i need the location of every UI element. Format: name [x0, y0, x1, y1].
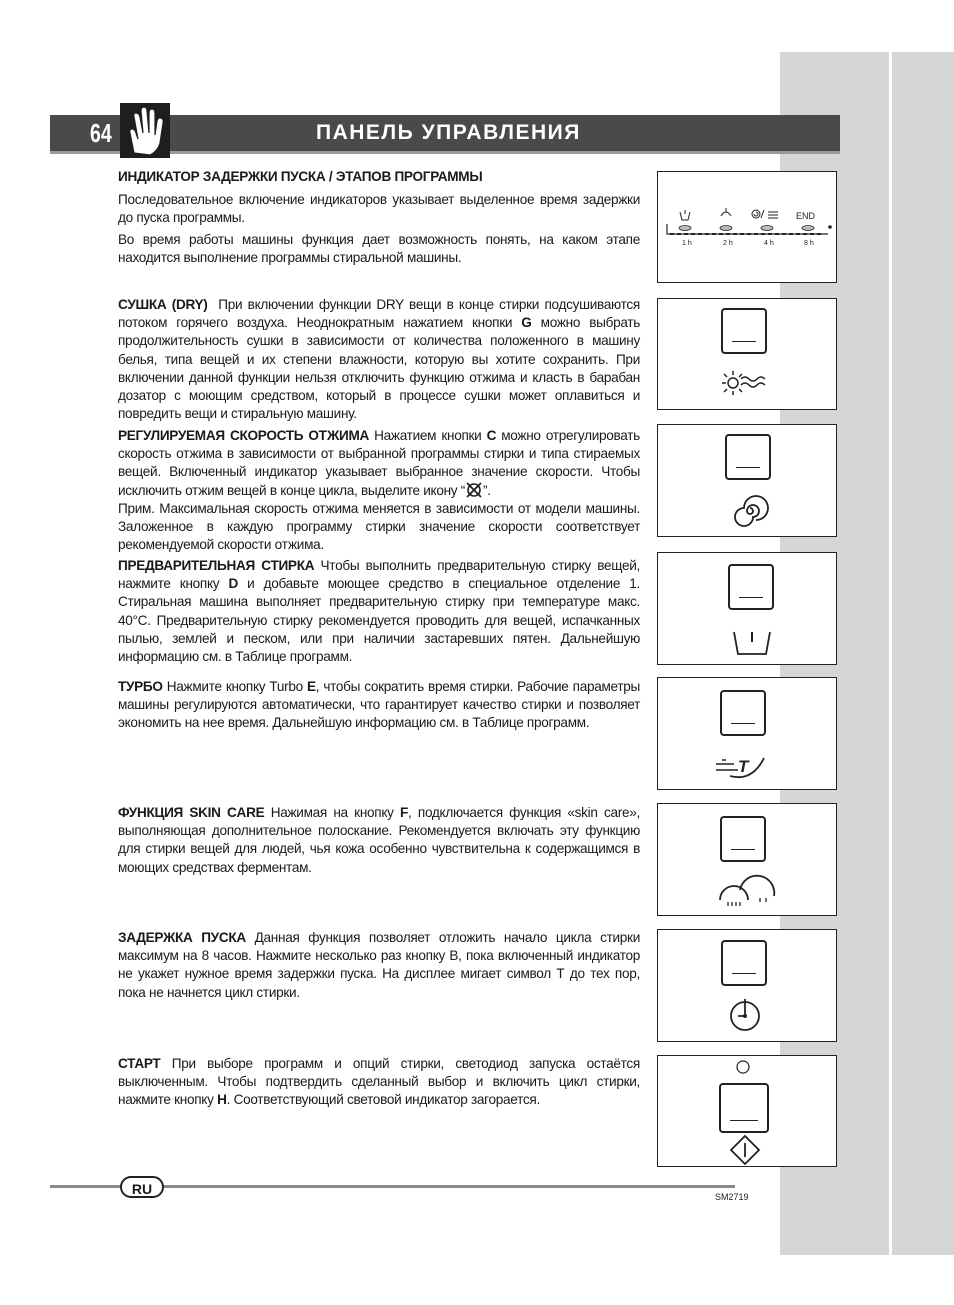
- language-badge: RU: [120, 1176, 164, 1198]
- start-title: СТАРТ: [118, 1056, 161, 1071]
- section-skincare: [118, 804, 640, 877]
- led-1: [679, 226, 691, 231]
- skincare-text-b: , подключается функция «skin care», выполняющая дополнительное полоскание. Рекомендуется включать эту функцию для стирки вещей для людей, чья кожа особенно чувствительна к содержащимся в моющих средствах ферментам.: [118, 805, 641, 875]
- spin-text-c: ”.: [483, 482, 491, 498]
- indicator-panel: [657, 171, 837, 283]
- section-prewash: [118, 557, 640, 666]
- dry-button[interactable]: [721, 308, 767, 354]
- prewash-text-b: и добавьте моющее средство в специальное отделение 1. Стиральная машина выполняет предварительную стирку при температуре макс. 40°С. Предварительную стирку рекомендуется проводить для вещей, испачканных пылью, землей и песком, или при наличии застаревших пятен. Дальнейшую информацию см. в Таблице программ.: [118, 576, 640, 665]
- led-3: [761, 226, 773, 231]
- section-start: [118, 1055, 640, 1110]
- turbo-title: ТУРБО: [118, 679, 163, 694]
- dry-icon: [718, 363, 768, 403]
- clock-icon: [725, 996, 765, 1036]
- start-pause-icon: [728, 1133, 762, 1167]
- section-turbo: [118, 678, 640, 733]
- turbo-icon: [712, 750, 772, 784]
- prewash-icon: [730, 626, 774, 660]
- time-label-3: 4 h: [764, 240, 774, 247]
- time-label-1: 1 h: [682, 240, 692, 247]
- spin-key: C: [486, 428, 497, 443]
- delay-start-text: Данная функция позволяет отложить начало цикла стирки максимум на 8 часов. Нажмите несколько раз кнопку В, пока включенный индикатор не укажет нужное время задержки пуска. На дисплее мигает символ Т до тех пор, пока не начнется цикл стирки.: [118, 930, 640, 1000]
- spin-text-b: можно отрегулировать скорость отжима в зависимости от выбранной программы стирки и типа стираемых вещей. Включенный индикатор указывает выбранное значение скорости. Чтобы исключить отжим вещей в конце цикла, выделите икону “: [118, 428, 640, 498]
- skincare-key: F: [400, 805, 409, 820]
- delay-indicator-text-1: Последовательное включение индикаторов указывает выделенное время задержки до пуска программы.: [118, 192, 640, 226]
- spin-button[interactable]: [725, 434, 771, 480]
- prewash-button[interactable]: [728, 564, 774, 610]
- skincare-title: ФУНКЦИЯ SKIN CARE: [118, 805, 265, 820]
- start-led-icon: [735, 1059, 751, 1075]
- dry-text-a: При включении функции DRY вещи в конце стирки подсушиваются потоком горячего воздуха. Неоднократным нажатием кнопки: [118, 297, 640, 331]
- turbo-text-b: , чтобы сократить время стирки. Рабочие параметры машины регулируются автоматически, что гарантирует качество стирки и позволяет экономить на нее время. Дальнейшую информацию см. в Таблице программ.: [118, 679, 640, 731]
- time-label-2: 2 h: [723, 240, 733, 247]
- skincare-panel: [657, 803, 837, 916]
- delay-start-title: ЗАДЕРЖКА ПУСКА: [118, 930, 246, 945]
- led-4: [802, 226, 814, 231]
- skincare-text-a: Нажимая на кнопку: [270, 805, 394, 820]
- delay-indicator-text-2: Во время работы машины функция дает возможность понять, на каком этапе находится выполнение программы стиральной машины.: [118, 231, 640, 265]
- no-spin-icon: [465, 482, 483, 498]
- phase-icons: [680, 208, 778, 220]
- turbo-panel: [657, 677, 837, 790]
- prewash-panel: [657, 552, 837, 665]
- delay-start-button[interactable]: [721, 940, 767, 986]
- section-delay-start: [118, 929, 640, 1002]
- spin-text-a: Нажатием кнопки: [374, 428, 482, 443]
- spin-text-d: Прим. Максимальная скорость отжима меняется в зависимости от модели машины. Заложенное в каждую программу стирки значение скорости соответствует рекомендуемой скорости отжима.: [118, 500, 640, 553]
- led-2: [720, 226, 732, 231]
- document-code: SM2719: [715, 1192, 749, 1202]
- dry-panel: [657, 298, 837, 410]
- spin-panel: [657, 424, 837, 537]
- page-title: ПАНЕЛЬ УПРАВЛЕНИЯ: [316, 121, 581, 144]
- section-dry: [118, 296, 640, 423]
- skincare-icon: [714, 870, 784, 910]
- prewash-key: D: [228, 576, 238, 592]
- start-button[interactable]: [719, 1083, 769, 1133]
- end-label: END: [796, 211, 816, 221]
- phase-led-strip: [658, 172, 835, 282]
- turbo-text-a: Нажмите кнопку Turbo: [166, 679, 303, 694]
- time-label-4: 8 h: [804, 240, 814, 247]
- delay-indicator-title: ИНДИКАТОР ЗАДЕРЖКИ ПУСКА / ЭТАПОВ ПРОГРАММЫ: [118, 169, 483, 184]
- spin-icon: [728, 491, 772, 531]
- prewash-title: ПРЕДВАРИТЕЛЬНАЯ СТИРКА: [118, 558, 315, 573]
- start-text-a: При выборе программ и опций стирки, светодиод запуска остаётся выключенным. Чтобы подтвердить сделанный выбор и включить цикл стирки, нажмите кнопку: [118, 1056, 640, 1108]
- skincare-button[interactable]: [720, 816, 766, 862]
- start-panel: [657, 1055, 837, 1167]
- turbo-button[interactable]: [720, 690, 766, 736]
- dry-text-b: можно выбрать продолжительность сушки в зависимости от количества положенного в машину белья, типа вещей и их степени влажности, которую вы хотите сохранить. При включении данной функции нельзя отключить функцию отжима и класть в барабан дозатор с моющим средством, который в процессе сушки может оплавиться и повредить вещи и стиральную машину.: [118, 315, 641, 422]
- start-text-b: . Соответствующий световой индикатор загорается.: [226, 1092, 540, 1108]
- spin-title: РЕГУЛИРУЕМАЯ СКОРОСТЬ ОТЖИМА: [118, 428, 369, 443]
- turbo-key: E: [307, 679, 316, 694]
- delay-start-panel: [657, 929, 837, 1042]
- section-spin: [118, 427, 640, 554]
- page-number: 64: [90, 118, 112, 148]
- dry-title: СУШКА (DRY): [118, 297, 208, 312]
- hand-logo-icon: [120, 103, 170, 158]
- prewash-text-a: Чтобы выполнить предварительную стирку вещей, нажмите кнопку: [118, 558, 640, 592]
- dry-key: G: [521, 315, 532, 331]
- section-delay-indicator: [118, 168, 640, 267]
- start-key: H: [217, 1092, 227, 1108]
- svg-text:T: T: [738, 757, 749, 776]
